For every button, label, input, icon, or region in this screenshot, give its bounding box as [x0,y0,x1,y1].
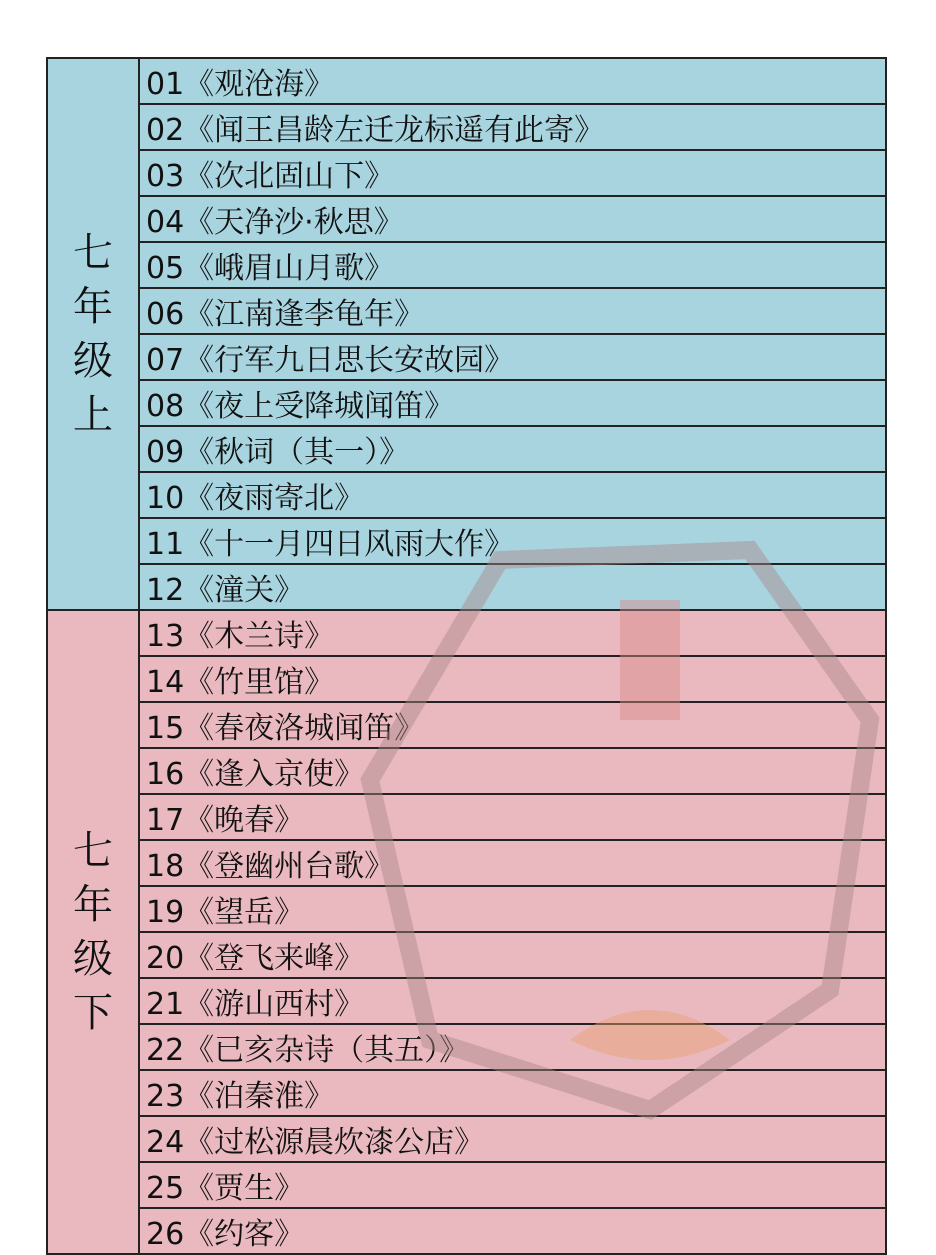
grade-char: 级 [73,936,113,982]
table-row [47,702,886,748]
poem-item: 10《夜雨寄北》 [139,472,886,518]
poem-item: 07《行军九日思长安故园》 [139,334,886,380]
poem-item: 19《望岳》 [139,886,886,932]
poem-item: 03《次北固山下》 [139,150,886,196]
table-row [47,1024,886,1070]
table-row [47,656,886,702]
poem-item: 05《峨眉山月歌》 [139,242,886,288]
grade-char: 下 [73,990,113,1036]
poem-item: 25《贾生》 [139,1162,886,1208]
table-row [47,840,886,886]
poem-item: 04《天净沙·秋思》 [139,196,886,242]
grade-char: 七 [73,828,113,874]
grade-char: 年 [73,284,113,330]
table-row [47,242,886,288]
table-row [47,150,886,196]
table-row [47,380,886,426]
poem-item: 17《晚春》 [139,794,886,840]
table-row [47,472,886,518]
poem-item: 24《过松源晨炊漆公店》 [139,1116,886,1162]
poem-item: 16《逢入京使》 [139,748,886,794]
poem-item: 20《登飞来峰》 [139,932,886,978]
table-row [47,1070,886,1116]
poem-item: 23《泊秦淮》 [139,1070,886,1116]
table-row [47,748,886,794]
table-row [47,1208,886,1254]
table-row [47,564,886,610]
table-row [47,1162,886,1208]
table-row [47,196,886,242]
poem-item: 14《竹里馆》 [139,656,886,702]
poem-item: 02《闻王昌龄左迁龙标遥有此寄》 [139,104,886,150]
poem-item: 22《已亥杂诗（其五）》 [139,1024,886,1070]
grade-label [47,58,139,610]
poem-item: 09《秋词（其一）》 [139,426,886,472]
poem-table [46,57,887,1255]
table-row [47,978,886,1024]
grade-label [47,610,139,1254]
table-row [47,610,886,656]
poem-item: 21《游山西村》 [139,978,886,1024]
poem-item: 08《夜上受降城闻笛》 [139,380,886,426]
grade-char: 年 [73,882,113,928]
table-row [47,288,886,334]
poem-item: 26《约客》 [139,1208,886,1254]
grade-char: 上 [73,392,113,438]
poem-item: 18《登幽州台歌》 [139,840,886,886]
poem-item: 06《江南逢李龟年》 [139,288,886,334]
table-row [47,1116,886,1162]
table-row [47,334,886,380]
poem-item: 01《观沧海》 [139,58,886,104]
grade-char: 七 [73,230,113,276]
poem-item: 12《潼关》 [139,564,886,610]
poem-item: 13《木兰诗》 [139,610,886,656]
poem-item: 11《十一月四日风雨大作》 [139,518,886,564]
table-row [47,932,886,978]
table-row [47,426,886,472]
table-row [47,518,886,564]
poem-item: 15《春夜洛城闻笛》 [139,702,886,748]
table-row [47,794,886,840]
table-row [47,104,886,150]
table-row [47,886,886,932]
grade-char: 级 [73,338,113,384]
table-row [47,58,886,104]
